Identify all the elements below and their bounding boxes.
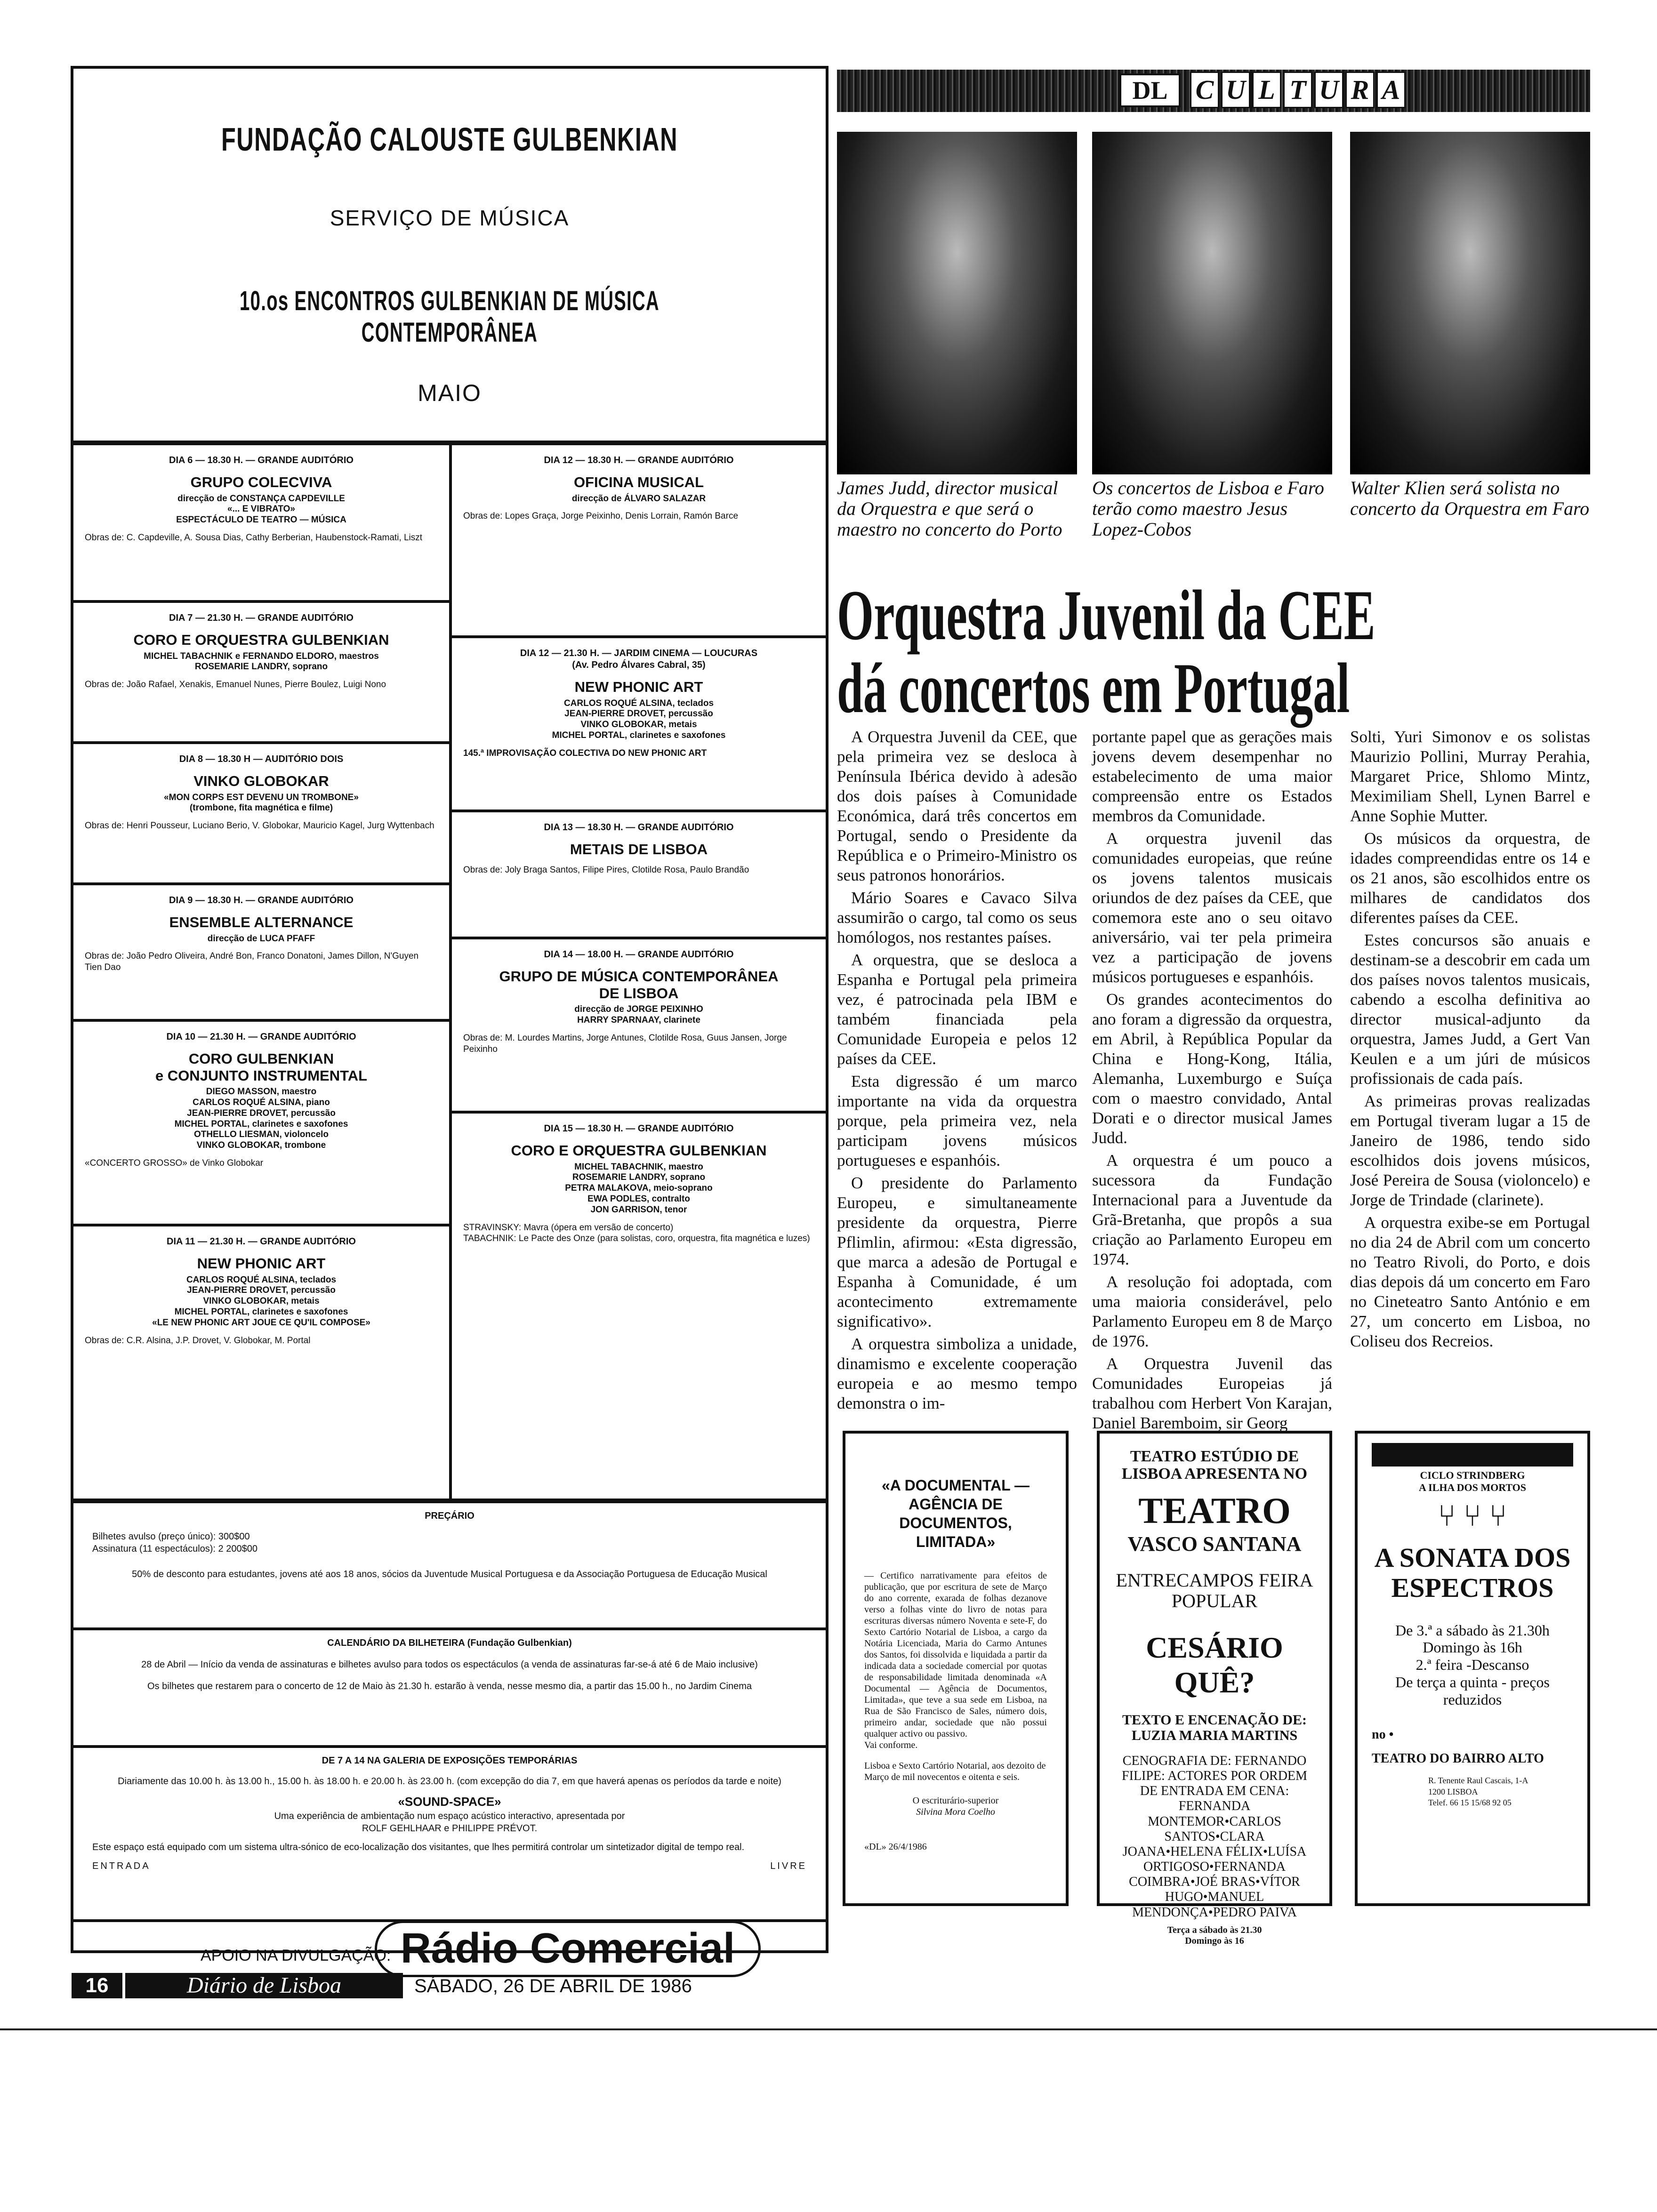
divider	[73, 441, 826, 445]
section-letter: R	[1345, 72, 1375, 108]
event-may-12-afternoon: DIA 12 — 18.30 H. — GRANDE AUDITÓRIO OFICINA MUSICAL direcção de ÁLVARO SALAZAR Obras de: Lopes Graça, Jorge Peixinho, Denis Lorrain, Ramón Barce	[452, 445, 826, 638]
calendario-section: CALENDÁRIO DA BILHETEIRA (Fundação Gulbenkian) 28 de Abril — Início da venda de assinaturas e bilhetes avulso para todos os espectáculos (a venda de assinaturas far-se-á até 6 de Maio inclusive) Os bilhetes que restarem para o concerto de 12 de Maio às 21.30 h. estarão à venda, nesse mesmo dia, a partir das 15.00 h., no Jardim Cinema	[73, 1630, 826, 1748]
apoio-label: APOIO NA DIVULGAÇÃO:	[201, 1947, 391, 1964]
event-may-7: DIA 7 — 21.30 H. — GRANDE AUDITÓRIO CORO E ORQUESTRA GULBENKIAN MICHEL TABACHNIK e FERNANDO ELDORO, maestros ROSEMARIE LANDRY, soprano Obras de: João Rafael, Xenakis, Emanuel Nunes, Pierre Boulez, Luigi Nono	[73, 603, 449, 744]
headline-line: dá concertos em Portugal	[837, 649, 1350, 728]
photo-james-judd	[837, 132, 1077, 474]
photo-lopez-cobos	[1092, 132, 1332, 474]
event-may-10: DIA 10 — 21.30 H. — GRANDE AUDITÓRIO CORO GULBENKIAN e CONJUNTO INSTRUMENTAL DIEGO MASSON, maestro CARLOS ROQUÉ ALSINA, piano JEAN-PIERRE DROVET, percussão MICHEL PORTAL, clarinetes e saxofones OTHELLO LIESMAN, violoncelo VINKO GLOBOKAR, trombone «CONCERTO GROSSO» de Vinko Globokar	[73, 1022, 449, 1226]
precario-section: PREÇÁRIO Bilhetes avulso (preço único): 300$00 Assinatura (11 espectáculos): 2 200$00 50% de desconto para estudantes, jovens até aos 18 anos, sócios da Juventude Musical Portuguesa e da Associação Portuguesa de Educação Musical	[73, 1503, 826, 1630]
section-letter: U	[1314, 72, 1343, 108]
gulbenkian-ad	[71, 66, 828, 1972]
section-letter: U	[1221, 72, 1250, 108]
chairs-illustration: ⑂ ⑂ ⑂	[1438, 1499, 1507, 1532]
ad-month: MAIO	[418, 380, 482, 406]
article-column-2: portante papel que as gerações mais jovens devem desempenhar no estabelecimento de uma maior compreensão entre os Estados membros da Comunidade. A orquestra juvenil das comunidades europeias, que reúne os jovens talentos musicais oriundos de dez países da CEE, que comemora este ano o seu oitavo aniversário, vai ter pela primeira vez a participação de jovens músicos portugueses e espanhóis. Os grandes acontecimentos do ano foram a digressão da orquestra, em Abril, à República Popular da China e Hong-Kong, Itália, Alemanha, Luxemburgo e Suíça com o maestro convidado, Antal Dorati e o director musical James Judd. A orquestra é um pouco a sucessora da Fundação Internacional para a Juventude da Grã-Bretanha, que propôs a sua criação ao Parlamento Europeu em 1974. A resolução foi adoptada, com uma maioria considerável, pelo Parlamento Europeu em 8 de Março de 1976. A Orquestra Juvenil das Comunidades Europeias já trabalhou com Herbert Von Karajan, Daniel Baremboim, sir Georg	[1092, 728, 1332, 1432]
masthead: Diário de Lisboa	[125, 1973, 403, 1998]
section-banner	[837, 70, 1590, 112]
ad-title: FUNDAÇÃO CALOUSTE GULBENKIAN	[221, 121, 678, 158]
page-edge	[0, 2028, 1657, 2030]
headline-line: Orquestra Juvenil da CEE	[837, 576, 1375, 655]
caption-walter-klien: Walter Klien será solista no concerto da Orquestra em Faro	[1350, 477, 1590, 519]
galeria-section: DE 7 A 14 NA GALERIA DE EXPOSIÇÕES TEMPORÁRIAS Diariamente das 10.00 h. às 13.00 h., 15.00 h. às 18.00 h. e 20.00 h. às 23.00 h. (com excepção do dia 7, em que haverá apenas os períodos da tarde e noite) «SOUND-SPACE» Uma experiência de ambientação num espaço acústico interactivo, apresentada por ROLF GEHLHAAR e PHILIPPE PRÉVOT. Este espaço está equipado com um sistema ultra-sónico de eco-localização dos visitantes, que lhes permitirá controlar um sintetizador digital de tempo real. ENTRADA LIVRE	[73, 1748, 826, 1922]
article-column-3: Solti, Yuri Simonov e os solistas Maurizio Pollini, Murray Perahia, Margaret Price, Shlomo Mintz, Meximiliam Shell, Lynen Barrel e Anne Sophie Mutter. Os músicos da orquestra, de idades compreendidas entre os 14 e os 21 anos, são escolhidos entre os milhares de candidatos dos diferentes países da CEE. Estes concursos são anuais e destinam-se a descobrir em cada um dos países novos talentos musicais, cabendo a escolha definitiva ao director musical-adjunto da orquestra, James Judd, a Gert Van Keulen e a um júri de músicos profissionais de cada país. As primeiras provas realizadas em Portugal tiveram lugar a 15 de Janeiro de 1986, tendo sido escolhidos dois jovens músicos, José Pereira de Sousa (violoncelo) e Jorge de Trindade (clarinete). A orquestra exibe-se em Portugal no dia 24 de Abril com um concerto no Teatro Rivoli, do Porto, e dois dias depois dá um concerto em Faro no Cineteatro Santo António e em 27, um concerto em Lisboa, no Coliseu dos Recreios.	[1350, 728, 1590, 1350]
section-letter: C	[1190, 72, 1219, 108]
section-letter: T	[1283, 72, 1312, 108]
ad-sonata-dos-espectros: CICLO STRINDBERG A ILHA DOS MORTOS ⑂ ⑂ ⑂ A SONATA DOS ESPECTROS De 3.ª a sábado às 21.30h Domingo às 16h 2.ª feira -Descanso De terça a quinta - preços reduzidos no • TEATRO DO BAIRRO ALTO R. Tenente Raul Cascais, 1-A 1200 LISBOA Telef. 66 15 15/68 92 05	[1355, 1431, 1590, 1906]
caption-james-judd: James Judd, director musical da Orquestra e que será o maestro no concerto do Porto	[837, 477, 1062, 540]
event-may-12-evening: DIA 12 — 21.30 H. — JARDIM CINEMA — LOUCURAS (Av. Pedro Álvares Cabral, 35) NEW PHONIC ART CARLOS ROQUÉ ALSINA, teclados JEAN-PIERRE DROVET, percussão VINKO GLOBOKAR, metais MICHEL PORTAL, clarinetes e saxofones 145.ª IMPROVISAÇÃO COLECTIVA DO NEW PHONIC ART	[452, 638, 826, 812]
issue-date: SÁBADO, 26 DE ABRIL DE 1986	[414, 1976, 692, 1996]
section-letter: A	[1376, 72, 1406, 108]
ad-teatro-vasco-santana: TEATRO ESTÚDIO DE LISBOA APRESENTA NO TEATRO VASCO SANTANA ENTRECAMPOS FEIRA POPULAR CESÁRIO QUÊ? TEXTO E ENCENAÇÃO DE: LUZIA MARIA MARTINS CENOGRAFIA DE: FERNANDO FILIPE: ACTORES POR ORDEM DE ENTRADA EM CENA: FERNANDA MONTEMOR•CARLOS SANTOS•CLARA JOANA•HELENA FÉLIX•LUÍSA ORTIGOSO•FERNANDA COIMBRA•JOÉ BRAS•VÍTOR HUGO•MANUEL MENDONÇA•PEDRO PAIVA Terça a sábado às 21.30 Domingo às 16	[1097, 1431, 1332, 1906]
article-headline	[837, 576, 1375, 728]
divider	[73, 1499, 826, 1503]
entrada-label: ENTRADA	[92, 1860, 151, 1871]
livre-label: LIVRE	[770, 1860, 807, 1871]
radio-comercial-logo: Rádio Comercial	[375, 1921, 761, 1977]
ad-service: SERVIÇO DE MÚSICA	[330, 206, 570, 230]
event-may-8: DIA 8 — 18.30 H — AUDITÓRIO DOIS VINKO GLOBOKAR «MON CORPS EST DEVENU UN TROMBONE» (trombone, fita magnética e filme) Obras de: Henri Pousseur, Luciano Berio, V. Globokar, Mauricio Kagel, Jurg Wyttenbach	[73, 744, 449, 885]
section-letter: L	[1252, 72, 1281, 108]
ad-event: 10.os ENCONTROS GULBENKIAN DE MÚSICA CONTEMPORÂNEA	[240, 286, 660, 348]
event-may-11: DIA 11 — 21.30 H. — GRANDE AUDITÓRIO NEW PHONIC ART CARLOS ROQUÉ ALSINA, teclados JEAN-PIERRE DROVET, percussão VINKO GLOBOKAR, metais MICHEL PORTAL, clarinetes e saxofones «LE NEW PHONIC ART JOUE CE QU'IL COMPOSE» Obras de: C.R. Alsina, J.P. Drovet, V. Globokar, M. Portal	[85, 1236, 370, 1346]
dl-logo: DL	[1119, 73, 1181, 107]
event-may-14: DIA 14 — 18.00 H. — GRANDE AUDITÓRIO GRUPO DE MÚSICA CONTEMPORÂNEA DE LISBOA direcção de JORGE PEIXINHO HARRY SPARNAAY, clarinete Obras de: M. Lourdes Martins, Jorge Antunes, Clotilde Rosa, Guus Jansen, Jorge Peixinho	[452, 939, 826, 1114]
photo-walter-klien	[1350, 132, 1590, 474]
page-number: 16	[72, 1973, 122, 1998]
article-column-1: A Orquestra Juvenil da CEE, que pela primeira vez se desloca à Península Ibérica devido à adesão dos dois países à Comunidade Económica, dará três concertos em Portugal, sendo o Presidente da República e o Primeiro-Ministro os seus patronos honorários. Mário Soares e Cavaco Silva assumirão o cargo, tal como os seus homólogos, nos restantes países. A orquestra, que se desloca a Espanha e Portugal pela primeira vez, é patrocinada pela IBM e também financiada pela Comunidade Europeia e pelos 12 países da CEE. Esta digressão é um marco importante na vida da orquestra porque, pela primeira vez, nela participam jovens músicos portugueses e espanhóis. O presidente do Parlamento Europeu, e simultaneamente presidente da orquestra, Pierre Pflimlin, afirmou: «Esta digressão, que marca a adesão de Portugal e Espanha à Comunidade, é um acontecimento extremamente significativo». A orquestra simboliza a unidade, dinamismo e excelente cooperação europeia e ao mesmo tempo demonstra o im-	[837, 728, 1077, 1412]
ad-documental: «A DOCUMENTAL — AGÊNCIA DE DOCUMENTOS, LIMITADA» — Certifico narrativamente para efeitos de publicação, que por escritura de sete de Março do ano corrente, exarada de folhas dezanove verso a folhas vinte do livro de notas para escrituras diversas número Noventa e sete-F, do Sexto Cartório Notarial de Lisboa, a cargo da Notária Licenciada, Maria do Carmo Antunes dos Santos, foi dissolvida e liquidada a partir da indicada data a sociedade comercial por quotas de responsabilidade limitada denominada «A Documental — Agência de Documentos, Limitada», que teve a sua sede em Lisboa, na Rua de São Francisco de Sales, número dois, primeiro andar, sociedade que não possui qualquer activo ou passivo. Vai conforme. Lisboa e Sexto Cartório Notarial, aos dezoito de Março de mil novecentos e oitenta e seis. O escriturário-superior Silvina Mora Coelho «DL» 26/4/1986	[843, 1431, 1069, 1906]
event-may-13: DIA 13 — 18.30 H. — GRANDE AUDITÓRIO METAIS DE LISBOA Obras de: Joly Braga Santos, Filipe Pires, Clotilde Rosa, Paulo Brandão	[452, 812, 826, 939]
event-may-9: DIA 9 — 18.30 H. — GRANDE AUDITÓRIO ENSEMBLE ALTERNANCE direcção de LUCA PFAFF Obras de: João Pedro Oliveira, André Bon, Franco Donatoni, James Dillon, N'Guyen Tien Dao	[73, 885, 449, 1022]
event-may-15: DIA 15 — 18.30 H. — GRANDE AUDITÓRIO CORO E ORQUESTRA GULBENKIAN MICHEL TABACHNIK, maestro ROSEMARIE LANDRY, soprano PETRA MALAKOVA, meio-soprano EWA PODLES, contralto JON GARRISON, tenor STRAVINSKY: Mavra (ópera em versão de concerto) TABACHNIK: Le Pacte des Onze (para solistas, coro, orquestra, fita magnética e luzes)	[463, 1123, 810, 1244]
ad-header-bar	[1372, 1443, 1573, 1467]
caption-lopez-cobos: Os concertos de Lisboa e Faro terão como maestro Jesus Lopez-Cobos	[1092, 477, 1324, 540]
event-may-6: DIA 6 — 18.30 H. — GRANDE AUDITÓRIO GRUPO COLECVIVA direcção de CONSTANÇA CAPDEVILLE «... E VIBRATO» ESPECTÁCULO DE TEATRO — MÚSICA Obras de: C. Capdeville, A. Sousa Dias, Cathy Berberian, Haubenstock-Ramati, Liszt	[73, 445, 449, 603]
